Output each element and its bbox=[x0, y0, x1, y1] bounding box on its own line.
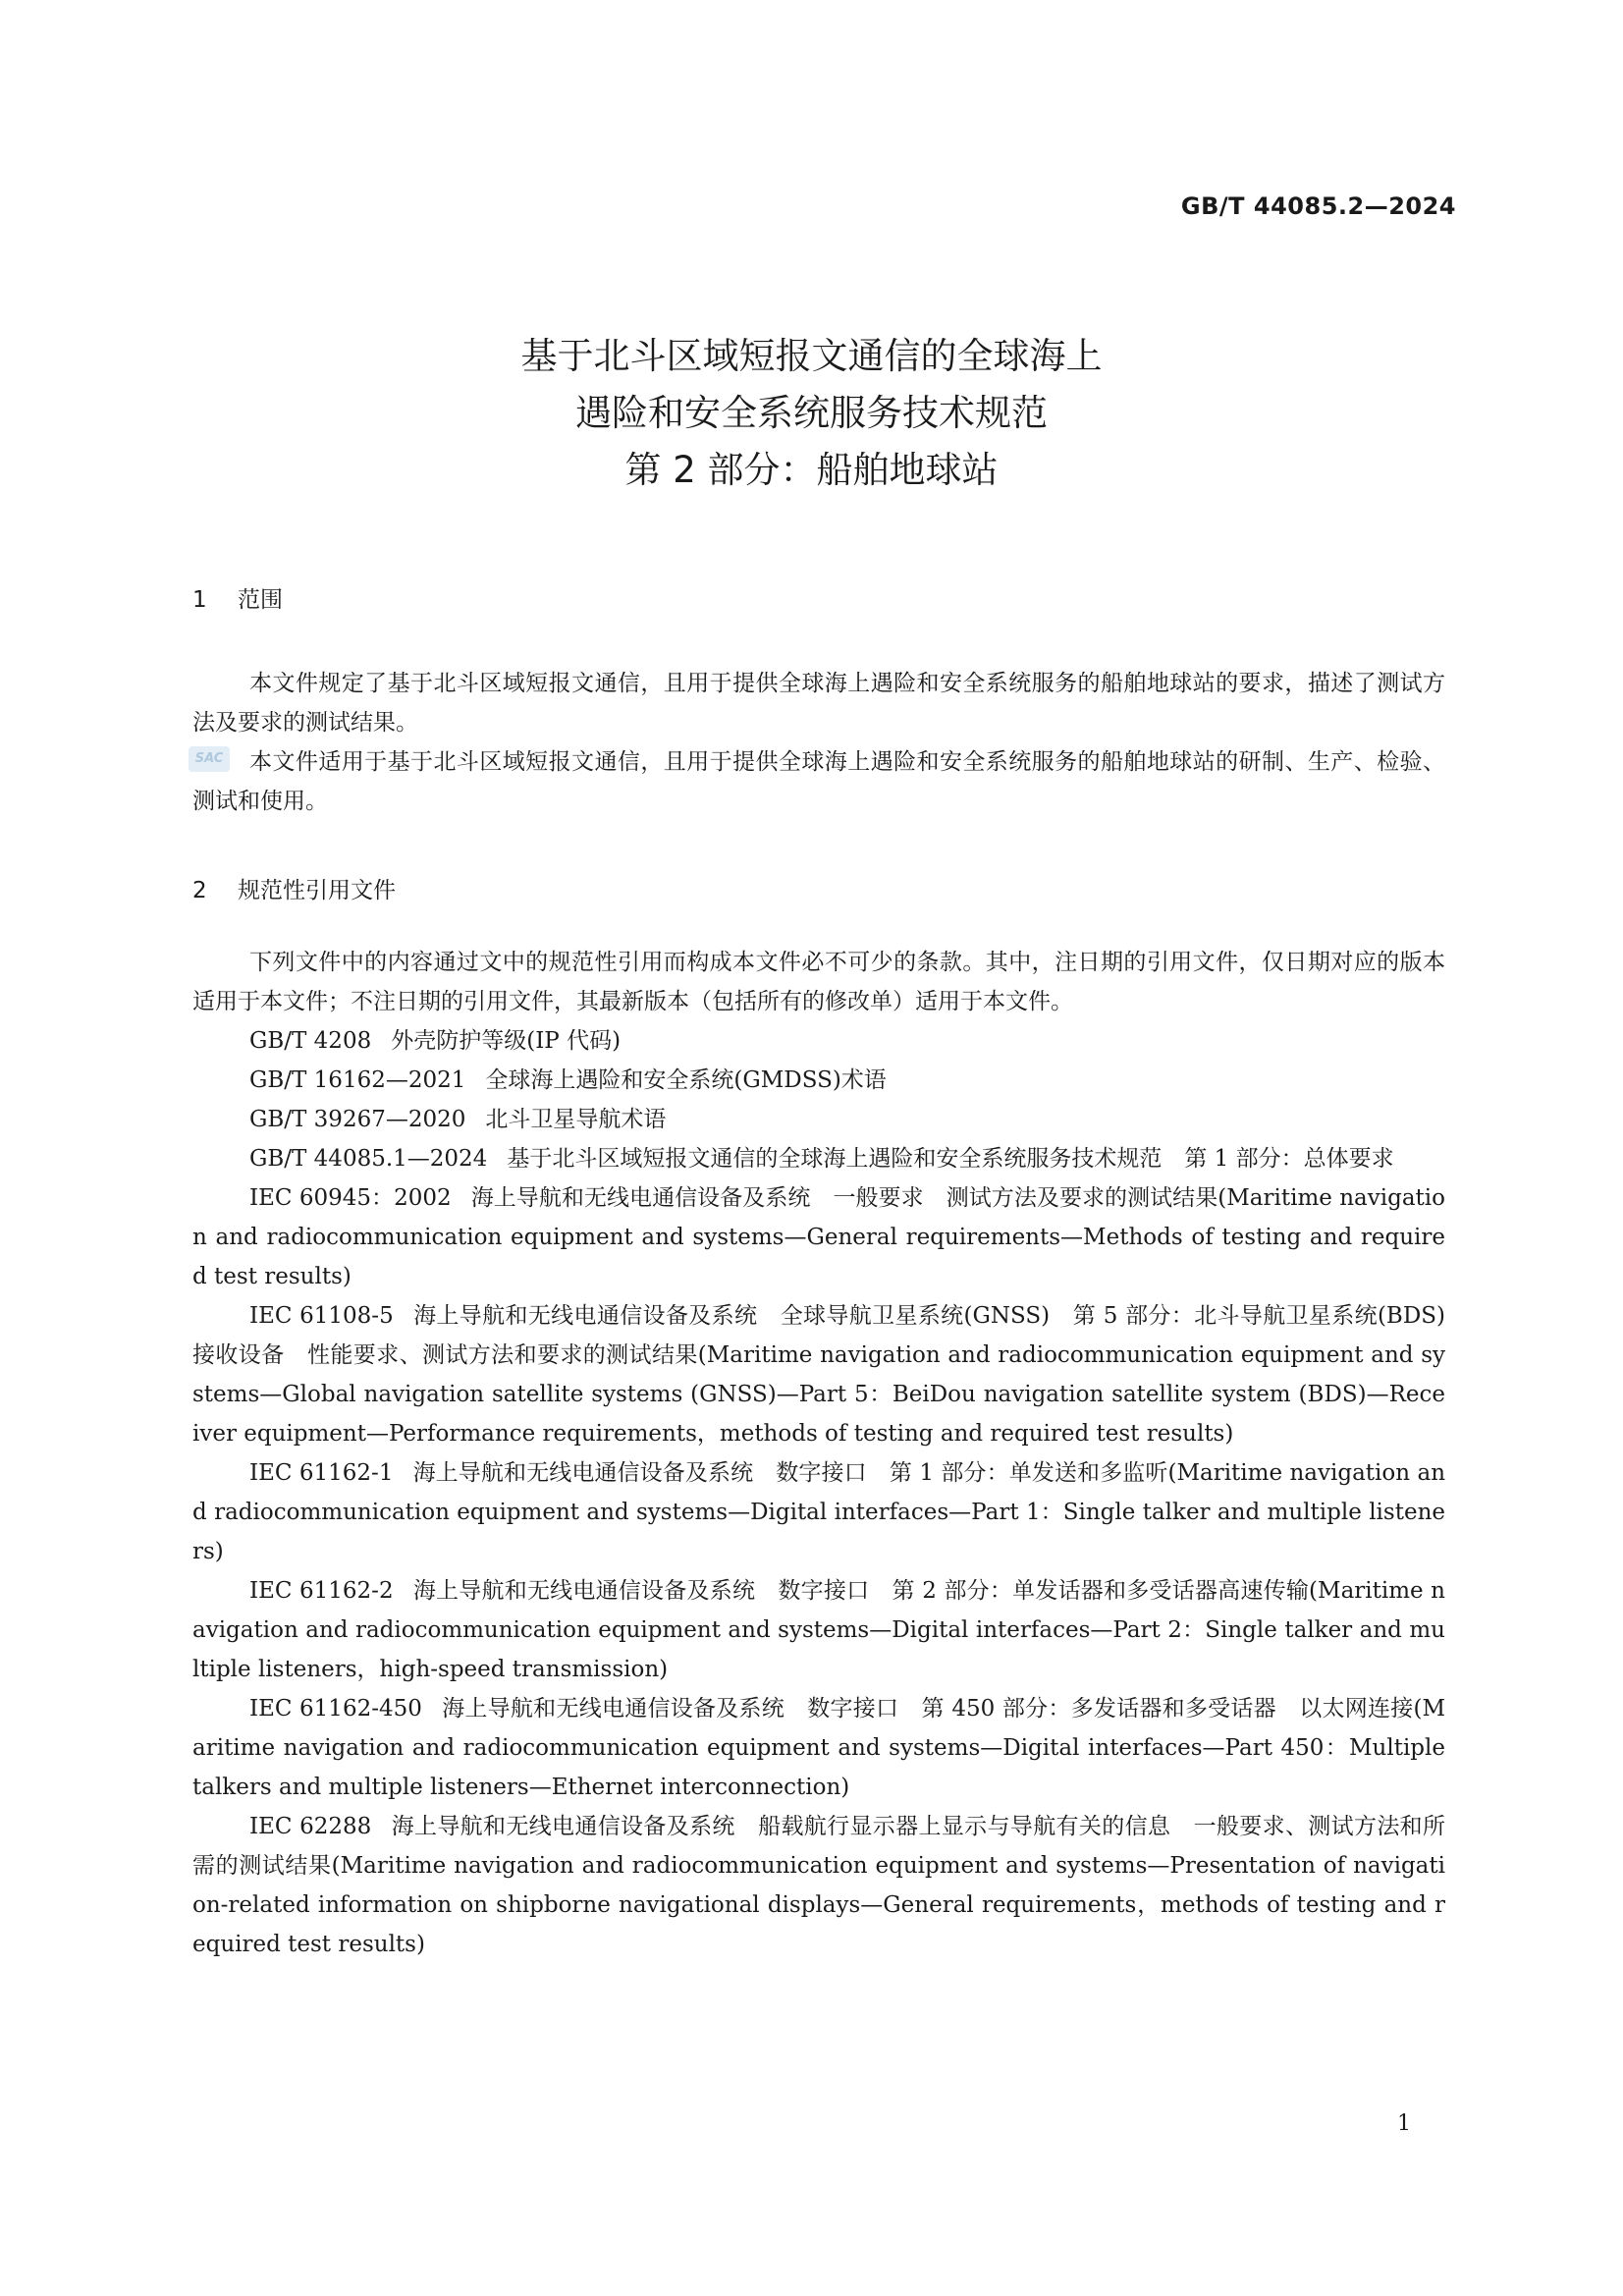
reference-title: 海上导航和无线电通信设备及系统 全球导航卫星系统(GNSS) 第 5 部分：北斗导航卫星系统(BDS)接收设备 性能要求、测试方法和要求的测试结果(Maritime navigation and radiocommunication equipment and systems—Global navigation satellite systems (GNSS)—Part 5：BeiDou navigation satellite system (BDS)—Receiver equipment—Performance requirements，methods of testing and required test results) bbox=[192, 1303, 1446, 1447]
reference-code: IEC 61162-2 bbox=[249, 1578, 394, 1604]
references-intro: 下列文件中的内容通过文中的规范性引用而构成本文件必不可少的条款。其中，注日期的引用文件，仅日期对应的版本适用于本文件；不注日期的引用文件，其最新版本（包括所有的修改单）适用于本文件。 bbox=[192, 950, 1445, 1014]
title-line-1: 基于北斗区域短报文通信的全球海上 bbox=[520, 335, 1103, 377]
reference-title: 海上导航和无线电通信设备及系统 一般要求 测试方法及要求的测试结果(Maritime navigation and radiocommunication equipment and systems—General requirements—Methods of testing and required test results) bbox=[192, 1185, 1445, 1289]
section-2-body bbox=[192, 943, 1445, 1964]
reference-code: GB/T 16162—2021 bbox=[249, 1067, 466, 1093]
reference-title: 海上导航和无线电通信设备及系统 数字接口 第 1 部分：单发送和多监听(Maritime navigation and radiocommunication equipment and systems—Digital interfaces—Part 1：Single talker and multiple listeners) bbox=[192, 1460, 1446, 1564]
reference-title: 外壳防护等级(IP 代码) bbox=[391, 1028, 622, 1054]
reference-code: IEC 61162-450 bbox=[249, 1696, 422, 1722]
reference-title: 全球海上遇险和安全系统(GMDSS)术语 bbox=[485, 1067, 887, 1093]
reference-entry bbox=[192, 1061, 1445, 1100]
reference-code: GB/T 39267—2020 bbox=[249, 1107, 466, 1132]
reference-entry bbox=[192, 1689, 1445, 1807]
standard-number: GB/T 44085.2—2024 bbox=[1180, 192, 1456, 220]
section-2-heading bbox=[192, 872, 396, 904]
reference-title: 海上导航和无线电通信设备及系统 船载航行显示器上显示与导航有关的信息 一般要求、测试方法和所需的测试结果(Maritime navigation and radiocommunication equipment and systems—Presentation of navigation-related information on shipborne navigational displays—General requirements，methods of testing and required test results) bbox=[192, 1814, 1446, 1957]
reference-entry bbox=[192, 1296, 1445, 1453]
title-line-3: 第 2 部分：船舶地球站 bbox=[624, 449, 999, 491]
section-1-body bbox=[192, 664, 1445, 821]
reference-code: IEC 61162-1 bbox=[249, 1460, 394, 1486]
sac-watermark-logo: SAC bbox=[189, 746, 230, 772]
reference-title: 海上导航和无线电通信设备及系统 数字接口 第 450 部分：多发话器和多受话器 以太网连接(Maritime navigation and radiocommunication equipment and systems—Digital interfaces—Part 450：Multiple talkers and multiple listeners—Ethernet interconnection) bbox=[192, 1696, 1446, 1800]
reference-entry bbox=[192, 1100, 1445, 1139]
reference-entry bbox=[192, 1178, 1445, 1296]
reference-code: IEC 60945：2002 bbox=[249, 1185, 452, 1211]
section-1-heading bbox=[192, 581, 283, 614]
reference-title: 北斗卫星导航术语 bbox=[485, 1107, 667, 1132]
reference-title: 海上导航和无线电通信设备及系统 数字接口 第 2 部分：单发话器和多受话器高速传输(Maritime navigation and radiocommunication equipment and systems—Digital interfaces—Part 2：Single talker and multiple listeners，high-speed transmission) bbox=[192, 1578, 1445, 1682]
reference-title: 基于北斗区域短报文通信的全球海上遇险和安全系统服务技术规范 第 1 部分：总体要求 bbox=[507, 1146, 1394, 1172]
reference-list bbox=[192, 1021, 1445, 1964]
scope-paragraph-1: 本文件规定了基于北斗区域短报文通信，且用于提供全球海上遇险和安全系统服务的船舶地球站的要求，描述了测试方法及要求的测试结果。 bbox=[192, 671, 1445, 736]
reference-entry bbox=[192, 1453, 1445, 1571]
reference-code: GB/T 4208 bbox=[249, 1028, 372, 1054]
reference-entry bbox=[192, 1571, 1445, 1689]
section-1-title: 范围 bbox=[238, 587, 283, 613]
title-line-2: 遇险和安全系统服务技术规范 bbox=[575, 392, 1048, 434]
reference-code: IEC 62288 bbox=[249, 1814, 372, 1839]
reference-entry bbox=[192, 1139, 1445, 1178]
section-1-number: 1 bbox=[192, 587, 207, 613]
section-2-number: 2 bbox=[192, 878, 207, 903]
reference-entry bbox=[192, 1021, 1445, 1061]
reference-code: GB/T 44085.1—2024 bbox=[249, 1146, 488, 1172]
scope-paragraph-2: 本文件适用于基于北斗区域短报文通信，且用于提供全球海上遇险和安全系统服务的船舶地球站的研制、生产、检验、测试和使用。 bbox=[192, 749, 1445, 814]
section-2-title: 规范性引用文件 bbox=[238, 878, 396, 903]
document-title bbox=[0, 328, 1623, 499]
reference-entry bbox=[192, 1807, 1445, 1964]
page-number: 1 bbox=[1397, 2111, 1411, 2136]
reference-code: IEC 61108-5 bbox=[249, 1303, 394, 1329]
